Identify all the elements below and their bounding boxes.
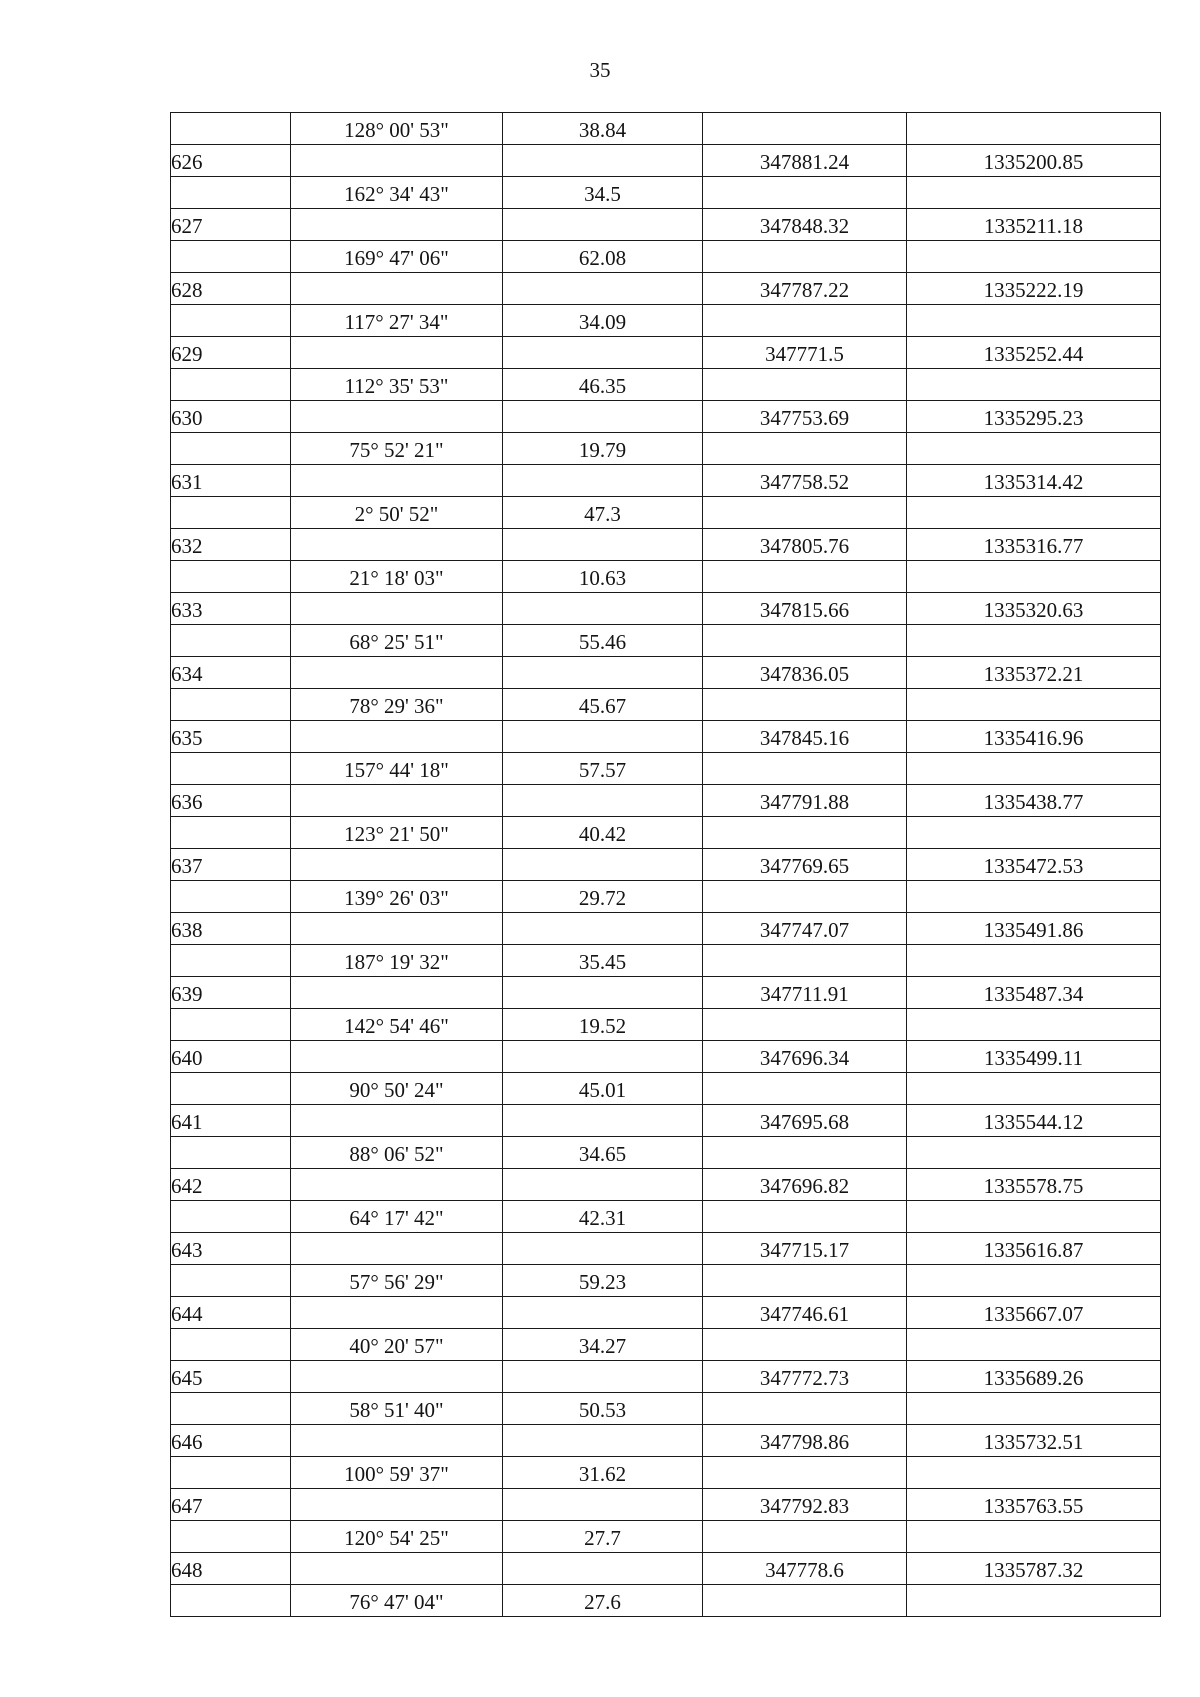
distance-cell: 46.35 xyxy=(503,369,703,401)
distance-cell xyxy=(503,977,703,1009)
bearing-cell xyxy=(291,1169,503,1201)
y-coordinate-cell: 1335689.26 xyxy=(907,1361,1161,1393)
x-coordinate-cell: 347836.05 xyxy=(703,657,907,689)
point-cell: 648 xyxy=(171,1553,291,1585)
bearing-cell: 78° 29' 36" xyxy=(291,689,503,721)
table-row xyxy=(171,977,1161,1009)
point-cell: 646 xyxy=(171,1425,291,1457)
table-row xyxy=(171,1105,1161,1137)
point-cell: 639 xyxy=(171,977,291,1009)
y-coordinate-cell: 1335616.87 xyxy=(907,1233,1161,1265)
y-coordinate-cell: 1335320.63 xyxy=(907,593,1161,625)
bearing-cell: 88° 06' 52" xyxy=(291,1137,503,1169)
bearing-cell xyxy=(291,145,503,177)
table-row xyxy=(171,561,1161,593)
table-row xyxy=(171,1329,1161,1361)
page-number: 35 xyxy=(589,58,611,82)
bearing-cell: 112° 35' 53" xyxy=(291,369,503,401)
y-coordinate-cell xyxy=(907,945,1161,977)
y-coordinate-cell xyxy=(907,433,1161,465)
distance-cell: 35.45 xyxy=(503,945,703,977)
distance-cell: 59.23 xyxy=(503,1265,703,1297)
x-coordinate-cell xyxy=(703,177,907,209)
coordinate-table-body xyxy=(171,113,1161,1617)
table-row xyxy=(171,1425,1161,1457)
point-cell: 634 xyxy=(171,657,291,689)
table-row xyxy=(171,657,1161,689)
x-coordinate-cell: 347715.17 xyxy=(703,1233,907,1265)
point-cell: 630 xyxy=(171,401,291,433)
distance-cell: 19.52 xyxy=(503,1009,703,1041)
bearing-cell xyxy=(291,657,503,689)
table-row xyxy=(171,753,1161,785)
bearing-cell xyxy=(291,1489,503,1521)
point-cell: 640 xyxy=(171,1041,291,1073)
table-row xyxy=(171,1521,1161,1553)
distance-cell xyxy=(503,785,703,817)
x-coordinate-cell xyxy=(703,561,907,593)
bearing-cell: 100° 59' 37" xyxy=(291,1457,503,1489)
table-row xyxy=(171,849,1161,881)
bearing-cell xyxy=(291,1105,503,1137)
point-cell xyxy=(171,625,291,657)
y-coordinate-cell: 1335472.53 xyxy=(907,849,1161,881)
bearing-cell: 40° 20' 57" xyxy=(291,1329,503,1361)
y-coordinate-cell xyxy=(907,625,1161,657)
distance-cell: 27.7 xyxy=(503,1521,703,1553)
x-coordinate-cell: 347881.24 xyxy=(703,145,907,177)
bearing-cell xyxy=(291,337,503,369)
y-coordinate-cell: 1335438.77 xyxy=(907,785,1161,817)
y-coordinate-cell xyxy=(907,369,1161,401)
distance-cell xyxy=(503,465,703,497)
table-row xyxy=(171,593,1161,625)
bearing-cell: 128° 00' 53" xyxy=(291,113,503,145)
table-row xyxy=(171,241,1161,273)
point-cell xyxy=(171,113,291,145)
y-coordinate-cell xyxy=(907,113,1161,145)
y-coordinate-cell xyxy=(907,497,1161,529)
bearing-cell xyxy=(291,273,503,305)
table-row xyxy=(171,433,1161,465)
x-coordinate-cell: 347746.61 xyxy=(703,1297,907,1329)
point-cell: 644 xyxy=(171,1297,291,1329)
y-coordinate-cell xyxy=(907,1201,1161,1233)
distance-cell xyxy=(503,1233,703,1265)
x-coordinate-cell: 347696.34 xyxy=(703,1041,907,1073)
x-coordinate-cell: 347696.82 xyxy=(703,1169,907,1201)
x-coordinate-cell: 347848.32 xyxy=(703,209,907,241)
point-cell: 626 xyxy=(171,145,291,177)
y-coordinate-cell xyxy=(907,1009,1161,1041)
distance-cell: 19.79 xyxy=(503,433,703,465)
bearing-cell: 75° 52' 21" xyxy=(291,433,503,465)
x-coordinate-cell: 347787.22 xyxy=(703,273,907,305)
x-coordinate-cell: 347758.52 xyxy=(703,465,907,497)
y-coordinate-cell: 1335316.77 xyxy=(907,529,1161,561)
y-coordinate-cell xyxy=(907,1073,1161,1105)
point-cell xyxy=(171,305,291,337)
table-row xyxy=(171,1297,1161,1329)
point-cell: 633 xyxy=(171,593,291,625)
bearing-cell xyxy=(291,209,503,241)
point-cell xyxy=(171,1585,291,1617)
y-coordinate-cell xyxy=(907,1457,1161,1489)
x-coordinate-cell: 347805.76 xyxy=(703,529,907,561)
x-coordinate-cell xyxy=(703,1265,907,1297)
y-coordinate-cell xyxy=(907,1521,1161,1553)
bearing-cell: 21° 18' 03" xyxy=(291,561,503,593)
x-coordinate-cell xyxy=(703,1201,907,1233)
point-cell xyxy=(171,1137,291,1169)
distance-cell xyxy=(503,401,703,433)
point-cell: 642 xyxy=(171,1169,291,1201)
table-row xyxy=(171,337,1161,369)
distance-cell: 57.57 xyxy=(503,753,703,785)
y-coordinate-cell: 1335491.86 xyxy=(907,913,1161,945)
table-row xyxy=(171,817,1161,849)
x-coordinate-cell: 347778.6 xyxy=(703,1553,907,1585)
distance-cell xyxy=(503,145,703,177)
y-coordinate-cell xyxy=(907,1393,1161,1425)
x-coordinate-cell xyxy=(703,689,907,721)
table-row xyxy=(171,529,1161,561)
x-coordinate-cell: 347711.91 xyxy=(703,977,907,1009)
distance-cell xyxy=(503,337,703,369)
distance-cell xyxy=(503,1489,703,1521)
point-cell xyxy=(171,1329,291,1361)
table-row xyxy=(171,689,1161,721)
table-row xyxy=(171,1041,1161,1073)
y-coordinate-cell: 1335578.75 xyxy=(907,1169,1161,1201)
y-coordinate-cell: 1335314.42 xyxy=(907,465,1161,497)
bearing-cell xyxy=(291,977,503,1009)
x-coordinate-cell xyxy=(703,497,907,529)
distance-cell xyxy=(503,1041,703,1073)
table-row xyxy=(171,1553,1161,1585)
distance-cell: 45.67 xyxy=(503,689,703,721)
y-coordinate-cell: 1335667.07 xyxy=(907,1297,1161,1329)
distance-cell: 31.62 xyxy=(503,1457,703,1489)
x-coordinate-cell xyxy=(703,113,907,145)
table-row xyxy=(171,1073,1161,1105)
bearing-cell: 68° 25' 51" xyxy=(291,625,503,657)
x-coordinate-cell: 347769.65 xyxy=(703,849,907,881)
y-coordinate-cell xyxy=(907,1585,1161,1617)
point-cell xyxy=(171,1265,291,1297)
x-coordinate-cell: 347771.5 xyxy=(703,337,907,369)
point-cell xyxy=(171,1201,291,1233)
point-cell: 643 xyxy=(171,1233,291,1265)
bearing-cell xyxy=(291,1425,503,1457)
point-cell: 647 xyxy=(171,1489,291,1521)
point-cell xyxy=(171,1521,291,1553)
bearing-cell: 57° 56' 29" xyxy=(291,1265,503,1297)
point-cell xyxy=(171,881,291,913)
bearing-cell: 123° 21' 50" xyxy=(291,817,503,849)
y-coordinate-cell: 1335200.85 xyxy=(907,145,1161,177)
table-row xyxy=(171,209,1161,241)
bearing-cell: 157° 44' 18" xyxy=(291,753,503,785)
bearing-cell xyxy=(291,465,503,497)
point-cell xyxy=(171,561,291,593)
table-row xyxy=(171,369,1161,401)
distance-cell: 38.84 xyxy=(503,113,703,145)
distance-cell: 55.46 xyxy=(503,625,703,657)
distance-cell xyxy=(503,273,703,305)
bearing-cell xyxy=(291,1553,503,1585)
bearing-cell: 58° 51' 40" xyxy=(291,1393,503,1425)
distance-cell: 45.01 xyxy=(503,1073,703,1105)
distance-cell xyxy=(503,913,703,945)
point-cell: 645 xyxy=(171,1361,291,1393)
y-coordinate-cell: 1335487.34 xyxy=(907,977,1161,1009)
table-row xyxy=(171,465,1161,497)
x-coordinate-cell: 347792.83 xyxy=(703,1489,907,1521)
y-coordinate-cell: 1335416.96 xyxy=(907,721,1161,753)
table-row xyxy=(171,1201,1161,1233)
table-row xyxy=(171,945,1161,977)
x-coordinate-cell xyxy=(703,625,907,657)
y-coordinate-cell xyxy=(907,689,1161,721)
coordinate-table xyxy=(170,112,1161,1617)
y-coordinate-cell: 1335295.23 xyxy=(907,401,1161,433)
point-cell xyxy=(171,753,291,785)
distance-cell xyxy=(503,1297,703,1329)
distance-cell xyxy=(503,529,703,561)
x-coordinate-cell xyxy=(703,1329,907,1361)
x-coordinate-cell xyxy=(703,1457,907,1489)
x-coordinate-cell: 347791.88 xyxy=(703,785,907,817)
x-coordinate-cell xyxy=(703,1137,907,1169)
distance-cell xyxy=(503,657,703,689)
point-cell: 628 xyxy=(171,273,291,305)
distance-cell: 34.27 xyxy=(503,1329,703,1361)
table-row xyxy=(171,145,1161,177)
x-coordinate-cell: 347695.68 xyxy=(703,1105,907,1137)
x-coordinate-cell xyxy=(703,1073,907,1105)
bearing-cell xyxy=(291,849,503,881)
y-coordinate-cell xyxy=(907,1329,1161,1361)
y-coordinate-cell xyxy=(907,817,1161,849)
table-row xyxy=(171,625,1161,657)
distance-cell xyxy=(503,593,703,625)
y-coordinate-cell: 1335544.12 xyxy=(907,1105,1161,1137)
y-coordinate-cell: 1335732.51 xyxy=(907,1425,1161,1457)
point-cell: 629 xyxy=(171,337,291,369)
y-coordinate-cell xyxy=(907,1137,1161,1169)
y-coordinate-cell xyxy=(907,305,1161,337)
point-cell xyxy=(171,369,291,401)
x-coordinate-cell xyxy=(703,369,907,401)
x-coordinate-cell xyxy=(703,881,907,913)
y-coordinate-cell: 1335763.55 xyxy=(907,1489,1161,1521)
distance-cell xyxy=(503,209,703,241)
point-cell xyxy=(171,689,291,721)
x-coordinate-cell xyxy=(703,241,907,273)
bearing-cell xyxy=(291,593,503,625)
x-coordinate-cell: 347772.73 xyxy=(703,1361,907,1393)
point-cell xyxy=(171,1073,291,1105)
point-cell xyxy=(171,1009,291,1041)
bearing-cell xyxy=(291,913,503,945)
distance-cell xyxy=(503,1553,703,1585)
table-row xyxy=(171,273,1161,305)
distance-cell: 29.72 xyxy=(503,881,703,913)
x-coordinate-cell xyxy=(703,1009,907,1041)
x-coordinate-cell xyxy=(703,753,907,785)
table-row xyxy=(171,721,1161,753)
distance-cell: 27.6 xyxy=(503,1585,703,1617)
distance-cell xyxy=(503,1105,703,1137)
table-row xyxy=(171,1233,1161,1265)
point-cell xyxy=(171,177,291,209)
y-coordinate-cell xyxy=(907,241,1161,273)
bearing-cell xyxy=(291,785,503,817)
distance-cell: 34.09 xyxy=(503,305,703,337)
point-cell: 636 xyxy=(171,785,291,817)
bearing-cell: 64° 17' 42" xyxy=(291,1201,503,1233)
x-coordinate-cell: 347845.16 xyxy=(703,721,907,753)
point-cell xyxy=(171,241,291,273)
table-row xyxy=(171,1137,1161,1169)
x-coordinate-cell xyxy=(703,305,907,337)
bearing-cell xyxy=(291,1361,503,1393)
y-coordinate-cell: 1335372.21 xyxy=(907,657,1161,689)
bearing-cell: 120° 54' 25" xyxy=(291,1521,503,1553)
table-row xyxy=(171,1457,1161,1489)
table-row xyxy=(171,113,1161,145)
y-coordinate-cell xyxy=(907,881,1161,913)
point-cell xyxy=(171,1393,291,1425)
distance-cell xyxy=(503,1425,703,1457)
y-coordinate-cell xyxy=(907,753,1161,785)
x-coordinate-cell: 347798.86 xyxy=(703,1425,907,1457)
y-coordinate-cell xyxy=(907,561,1161,593)
bearing-cell: 139° 26' 03" xyxy=(291,881,503,913)
table-row xyxy=(171,1585,1161,1617)
bearing-cell xyxy=(291,401,503,433)
table-row xyxy=(171,881,1161,913)
point-cell: 641 xyxy=(171,1105,291,1137)
table-row xyxy=(171,913,1161,945)
point-cell xyxy=(171,497,291,529)
y-coordinate-cell: 1335787.32 xyxy=(907,1553,1161,1585)
point-cell xyxy=(171,433,291,465)
bearing-cell: 76° 47' 04" xyxy=(291,1585,503,1617)
table-row xyxy=(171,1265,1161,1297)
table-row xyxy=(171,1489,1161,1521)
y-coordinate-cell: 1335211.18 xyxy=(907,209,1161,241)
bearing-cell xyxy=(291,529,503,561)
y-coordinate-cell: 1335222.19 xyxy=(907,273,1161,305)
distance-cell: 50.53 xyxy=(503,1393,703,1425)
x-coordinate-cell xyxy=(703,433,907,465)
bearing-cell: 90° 50' 24" xyxy=(291,1073,503,1105)
distance-cell: 34.65 xyxy=(503,1137,703,1169)
y-coordinate-cell xyxy=(907,177,1161,209)
point-cell: 637 xyxy=(171,849,291,881)
x-coordinate-cell xyxy=(703,817,907,849)
x-coordinate-cell xyxy=(703,945,907,977)
table-row xyxy=(171,401,1161,433)
y-coordinate-cell: 1335252.44 xyxy=(907,337,1161,369)
point-cell: 631 xyxy=(171,465,291,497)
x-coordinate-cell xyxy=(703,1393,907,1425)
distance-cell xyxy=(503,849,703,881)
bearing-cell xyxy=(291,1297,503,1329)
bearing-cell: 169° 47' 06" xyxy=(291,241,503,273)
point-cell: 627 xyxy=(171,209,291,241)
x-coordinate-cell xyxy=(703,1585,907,1617)
table-row xyxy=(171,305,1161,337)
bearing-cell: 187° 19' 32" xyxy=(291,945,503,977)
bearing-cell: 142° 54' 46" xyxy=(291,1009,503,1041)
point-cell xyxy=(171,817,291,849)
distance-cell: 47.3 xyxy=(503,497,703,529)
point-cell: 635 xyxy=(171,721,291,753)
distance-cell xyxy=(503,1169,703,1201)
y-coordinate-cell: 1335499.11 xyxy=(907,1041,1161,1073)
bearing-cell xyxy=(291,721,503,753)
distance-cell: 42.31 xyxy=(503,1201,703,1233)
table-row xyxy=(171,177,1161,209)
distance-cell: 10.63 xyxy=(503,561,703,593)
point-cell: 638 xyxy=(171,913,291,945)
distance-cell: 62.08 xyxy=(503,241,703,273)
bearing-cell: 2° 50' 52" xyxy=(291,497,503,529)
table-row xyxy=(171,1361,1161,1393)
distance-cell xyxy=(503,1361,703,1393)
x-coordinate-cell xyxy=(703,1521,907,1553)
y-coordinate-cell xyxy=(907,1265,1161,1297)
table-row xyxy=(171,497,1161,529)
bearing-cell xyxy=(291,1041,503,1073)
distance-cell xyxy=(503,721,703,753)
distance-cell: 40.42 xyxy=(503,817,703,849)
x-coordinate-cell: 347753.69 xyxy=(703,401,907,433)
bearing-cell: 162° 34' 43" xyxy=(291,177,503,209)
bearing-cell: 117° 27' 34" xyxy=(291,305,503,337)
x-coordinate-cell: 347815.66 xyxy=(703,593,907,625)
table-row xyxy=(171,1169,1161,1201)
point-cell: 632 xyxy=(171,529,291,561)
table-row xyxy=(171,1393,1161,1425)
point-cell xyxy=(171,945,291,977)
distance-cell: 34.5 xyxy=(503,177,703,209)
bearing-cell xyxy=(291,1233,503,1265)
table-row xyxy=(171,1009,1161,1041)
table-row xyxy=(171,785,1161,817)
x-coordinate-cell: 347747.07 xyxy=(703,913,907,945)
point-cell xyxy=(171,1457,291,1489)
